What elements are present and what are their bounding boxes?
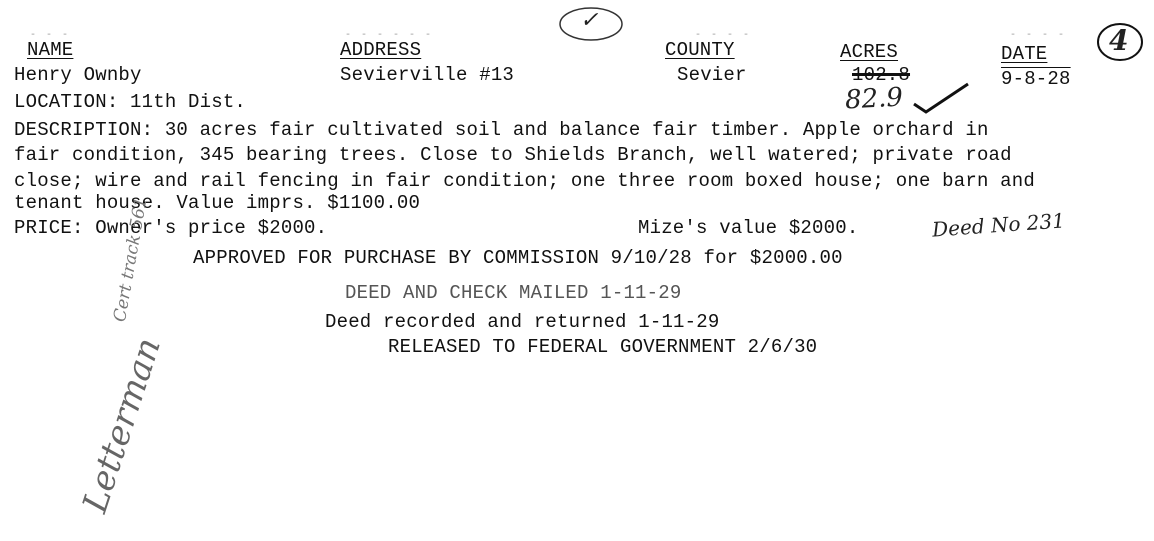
header-guide-date: - - - - (1010, 30, 1067, 41)
acres-struck-value: 102.8 (852, 64, 911, 86)
released-line: RELEASED TO FEDERAL GOVERNMENT 2/6/30 (388, 336, 818, 358)
acres-correction: 82.9 (844, 82, 904, 116)
county-header: COUNTY (665, 39, 735, 61)
owner-name: Henry Ownby (14, 64, 142, 86)
acres-correction-checkmark (912, 80, 972, 116)
deed-number-note: Deed No 231 (931, 208, 1066, 242)
owner-price: PRICE: Owner's price $2000. (14, 217, 328, 239)
approved-line: APPROVED FOR PURCHASE BY COMMISSION 9/10/28 for $2000.00 (193, 247, 843, 269)
deed-recorded-line: Deed recorded and returned 1-11-29 (325, 311, 720, 333)
deed-mailed-line: DEED AND CHECK MAILED 1-11-29 (345, 282, 682, 304)
description-line-4: tenant house. Value imprs. $1100.00 (14, 192, 421, 214)
signature: Letterman (75, 333, 169, 518)
date-value: 9-8-28 (1001, 68, 1071, 90)
header-guide-address: - - - - - - (345, 30, 434, 41)
description-line-2: fair condition, 345 bearing trees. Close to Shields Branch, well watered; private road (14, 144, 1012, 166)
header-guide-name: - - - (30, 30, 71, 41)
check-circle-glyph: ✓ (580, 8, 599, 33)
header-guide-county: - - - - (695, 30, 752, 41)
description-line-1: DESCRIPTION: 30 acres fair cultivated soil and balance fair timber. Apple orchard in (14, 119, 989, 141)
county-value: Sevier (677, 64, 747, 86)
location-line: LOCATION: 11th Dist. (14, 91, 247, 113)
acres-header: ACRES (840, 41, 899, 63)
margin-note: Cert track 561 (110, 195, 152, 324)
mize-value: Mize's value $2000. (638, 217, 859, 239)
address-header: ADDRESS (340, 39, 422, 61)
corner-number: 4 (1109, 24, 1129, 57)
name-header: NAME (27, 39, 74, 61)
date-header: DATE (1001, 43, 1048, 65)
description-line-3: close; wire and rail fencing in fair condition; one three room boxed house; one barn and (14, 170, 1035, 192)
address-value: Sevierville #13 (340, 64, 515, 86)
